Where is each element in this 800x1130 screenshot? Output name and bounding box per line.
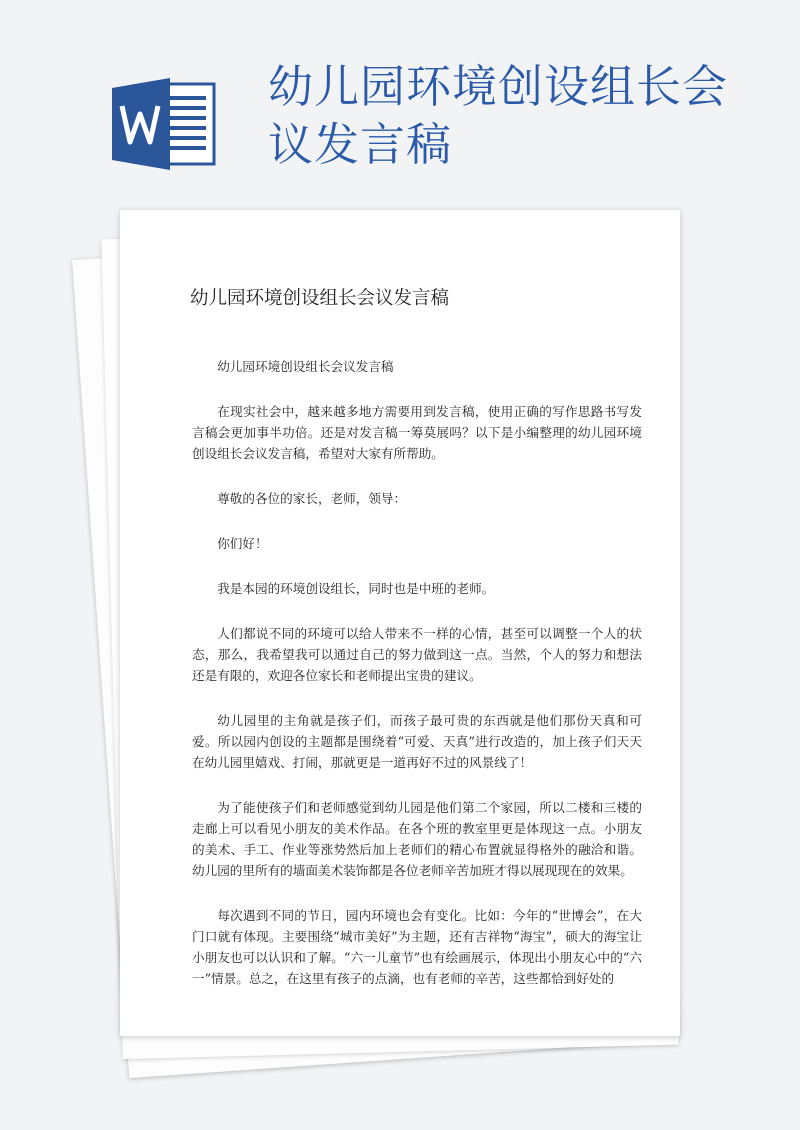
- page-title: 幼儿园环境创设组长会议发言稿: [190, 288, 450, 309]
- paragraph: 人们都说不同的环境可以给人带来不一样的心情，甚至可以调整一个人的状态，那么，我希望我可以通过自己的努力做到这一点。当然，个人的努力和想法还是有限的，欢迎各位家长和老师提出宝贵的建议。: [192, 626, 642, 683]
- document-body: [192, 356, 642, 1013]
- word-document-icon: [112, 78, 216, 170]
- paragraph: 为了能使孩子们和老师感觉到幼儿园是他们第二个家园，所以二楼和三楼的走廊上可以看见小朋友的美术作品。在各个班的教室里更是体现这一点。小朋友的美术、手工、作业等涨势然后加上老师们的精心布置就显得格外的融洽和谐。幼儿园的里所有的墙面美术装饰都是各位老师辛苦加班才得以展现现在的效果。: [192, 800, 642, 878]
- paragraph: 你们好！: [217, 536, 268, 551]
- header: [0, 0, 800, 210]
- paragraph: 我是本园的环境创设组长，同时也是中班的老师。: [217, 581, 495, 596]
- paragraph: 在现实社会中，越来越多地方需要用到发言稿，使用正确的写作思路书写发言稿会更加事半功倍。还是对发言稿一筹莫展吗？以下是小编整理的幼儿园环境创设组长会议发言稿，希望对大家有所帮助。: [192, 404, 642, 461]
- paragraph: 尊敬的各位的家长，老师，领导：: [217, 491, 407, 506]
- paragraph: 幼儿园里的主角就是孩子们，而孩子最可贵的东西就是他们那份天真和可爱。所以园内创设的主题都是围绕着“可爱、天真”进行改造的，加上孩子们天天在幼儿园里嬉戏、打闹，那就更是一道再好不过的风景线了！: [192, 713, 642, 770]
- paragraph: 幼儿园环境创设组长会议发言稿: [217, 359, 394, 374]
- paragraph: 每次遇到不同的节日，园内环境也会有变化。比如：今年的“世博会”，在大门口就有体现。主要围绕“城市美好”为主题，还有吉祥物“海宝”，硕大的海宝让小朋友也可以认识和了解。“六一儿童节”也有绘画展示，体现出小朋友心中的“六一”情景。总之，在这里有孩子的点滴，也有老师的辛苦，这些都恰到好处的: [192, 908, 642, 986]
- document-heading: 幼儿园环境创设组长会议发言稿: [268, 60, 729, 171]
- document-page: [120, 210, 680, 1036]
